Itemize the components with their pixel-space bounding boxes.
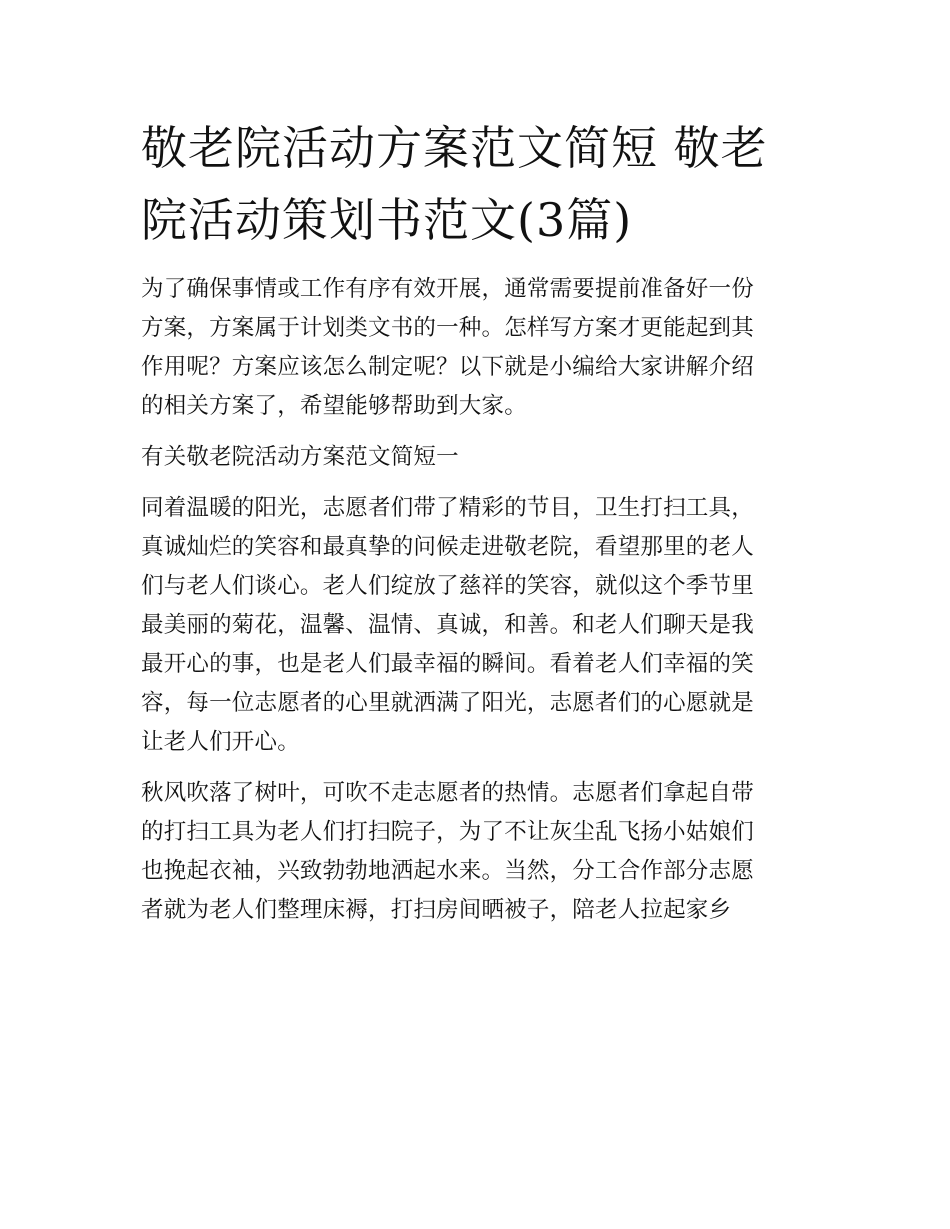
intro-paragraph: 为了确保事情或工作有序有效开展，通常需要提前准备好一份 方案，方案属于计划类文书的一种。怎样写方案才更能起到其 作用呢？方案应该怎么制定呢？以下就是小编给大家讲解介绍 的相关方案了，希望能够帮助到大家。 [141, 276, 754, 419]
section-heading: 有关敬老院活动方案范文简短一 [141, 444, 459, 470]
body-paragraph: 同着温暖的阳光，志愿者们带了精彩的节目，卫生打扫工具， 真诚灿烂的笑容和最真挚的问候走进敬老院，看望那里的老人 们与老人们谈心。老人们绽放了慈祥的笑容，就似这个季节里 最美丽的菊花，温馨、温情、真诚，和善。和老人们聊天是我 最开心的事，也是老人们最幸福的瞬间。看着老人们幸福的笑 容，每一位志愿者的心里就洒满了阳光，志愿者们的心愿就是 让老人们开心。 [141, 495, 754, 755]
document-title: 敬老院活动方案范文简短 敬老 院活动策划书范文(3篇) [141, 121, 768, 247]
body-paragraph: 秋风吹落了树叶，可吹不走志愿者的热情。志愿者们拿起自带 的打扫工具为老人们打扫院子，为了不让灰尘乱飞扬小姑娘们 也挽起衣袖，兴致勃勃地洒起水来。当然，分工合作部分志愿 者就为老人们整理床褥，打扫房间晒被子，陪老人拉起家乡 [141, 780, 754, 923]
document-body [141, 112, 813, 930]
